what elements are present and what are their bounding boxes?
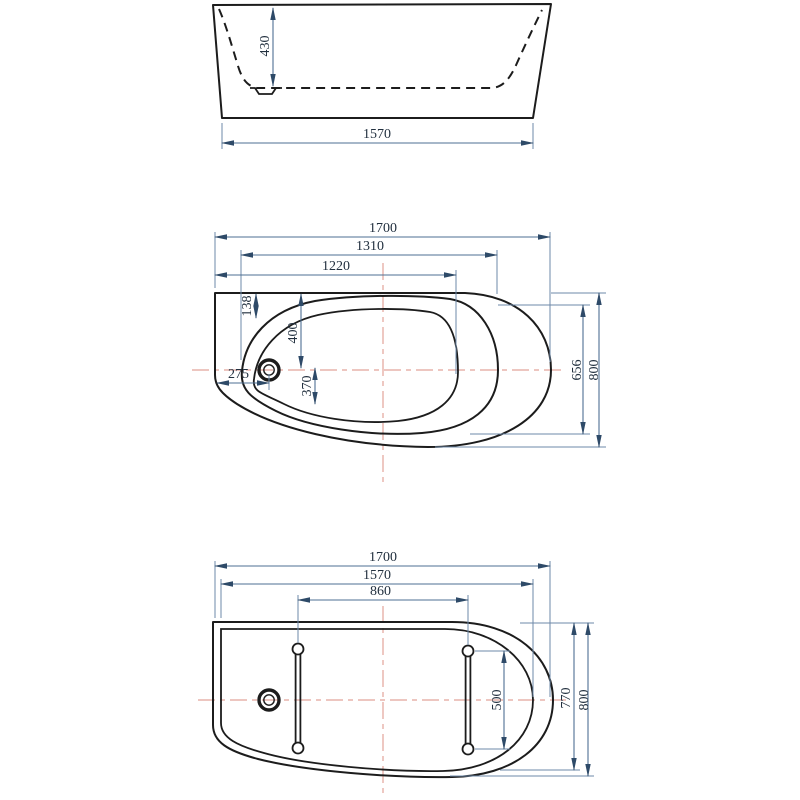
dim-label-plan-rim-length: 1310	[356, 239, 384, 254]
bottom-view	[198, 550, 594, 793]
front-drain-fitting	[250, 88, 282, 94]
top-plan-view	[192, 221, 606, 482]
mounting-rail-left	[293, 644, 304, 754]
dim-label-plan-drain-from-left: 275	[228, 367, 249, 382]
dim-label-plan-overall-width: 800	[587, 359, 602, 381]
dim-label-bottom-overall-width: 800	[577, 689, 592, 711]
dim-label-bottom-overall-length: 1700	[369, 550, 397, 565]
dim-label-front-base: 1570	[363, 127, 391, 142]
dim-label-bottom-base-length: 1570	[363, 568, 391, 583]
dim-label-plan-basin-length: 1220	[322, 259, 350, 274]
dim-label-plan-drain-from-top: 400	[286, 322, 301, 344]
dim-label-bottom-base-width: 770	[559, 687, 574, 709]
dim-label-front-depth: 430	[258, 35, 273, 57]
dim-label-plan-rim-width: 656	[570, 359, 585, 381]
dim-label-plan-rim-inset: 138	[240, 295, 255, 317]
dim-label-plan-basin-width-at-drain: 370	[300, 375, 315, 397]
dim-label-bottom-rail-length: 500	[490, 689, 505, 711]
dim-label-bottom-rail-spacing: 860	[370, 584, 391, 599]
dim-label-plan-overall-length: 1700	[369, 221, 397, 236]
front-elevation-view	[213, 4, 551, 149]
tub-front-outline	[213, 4, 551, 118]
tub-plan-bowl-edge	[254, 309, 458, 422]
tub-plan-rim-edge	[242, 296, 498, 434]
